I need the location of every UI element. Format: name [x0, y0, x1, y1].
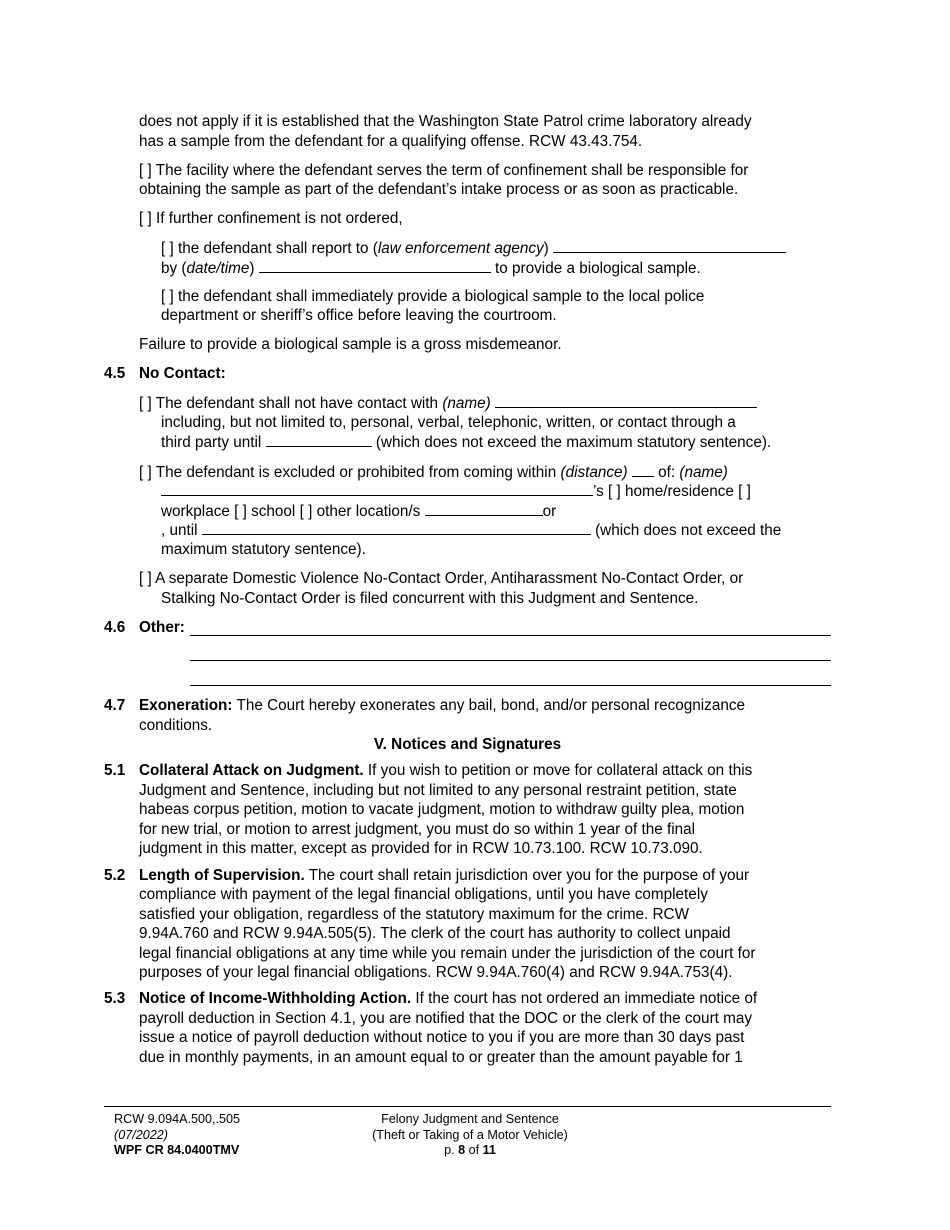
footer-page-of: of: [465, 1143, 483, 1157]
exclusion-pre: [ ] The defendant is excluded or prohibited from coming within: [139, 464, 561, 481]
footer-page-number: [320, 1143, 620, 1159]
no-contact-line1: [139, 393, 757, 414]
dna-report-agency: law enforcement agency: [377, 240, 544, 257]
other-line-1[interactable]: [190, 635, 831, 636]
dna-further-confinement: [ ] If further confinement is not ordered,: [139, 210, 403, 227]
dna-by-tail: to provide a biological sample.: [495, 260, 701, 277]
date-time-blank[interactable]: [259, 258, 491, 273]
exoneration-text: The Court hereby exonerates any bail, bond, and/or personal recognizance: [232, 697, 745, 714]
dna-failure-notice: Failure to provide a biological sample is a gross misdemeanor.: [139, 336, 562, 353]
dna-by-post: ): [249, 260, 255, 277]
no-contact-name-label: (name): [442, 395, 491, 412]
no-contact-pre: [ ] The defendant shall not have contact with: [139, 395, 443, 412]
exclusion-line4: [161, 520, 781, 541]
section-4-6-number: 4.6: [104, 619, 126, 636]
exclusion-line2: [161, 481, 751, 502]
contact-name-blank[interactable]: [495, 393, 757, 408]
collateral-title: Collateral Attack on Judgment.: [139, 762, 364, 779]
section-5-2-number: 5.2: [104, 867, 126, 884]
exclusion-locations: workplace [ ] school [ ] other location/s: [161, 503, 421, 520]
no-contact-line2: including, but not limited to, personal, verbal, telephonic, written, or contact through a: [161, 414, 736, 431]
no-contact-max: (which does not exceed the maximum statutory sentence).: [375, 434, 772, 451]
exclusion-distance-label: (distance): [560, 464, 628, 481]
exclusion-until: , until: [161, 522, 198, 539]
footer-date: (07/2022): [114, 1128, 168, 1142]
footer-page-total: 11: [482, 1143, 496, 1157]
section-5-3-number: 5.3: [104, 990, 126, 1007]
dna-immediate-line1: [ ] the defendant shall immediately provide a biological sample to the local police: [161, 288, 705, 305]
collateral-line3: habeas corpus petition, motion to vacate judgment, motion to withdraw guilty plea, motion: [139, 801, 745, 818]
dna-facility-line2: obtaining the sample as part of the defendant’s intake process or as soon as practicable.: [139, 181, 739, 198]
footer-title: Felony Judgment and Sentence: [381, 1112, 559, 1126]
collateral-text: If you wish to petition or move for collateral attack on this: [363, 762, 753, 779]
dna-report-post: ): [543, 240, 549, 257]
collateral-line4: for new trial, or motion to arrest judgment, you must do so within 1 year of the final: [139, 821, 696, 838]
dna-report-line: [161, 238, 786, 259]
other-line-2[interactable]: [190, 660, 831, 661]
income-withholding-line1: [139, 989, 757, 1009]
dna-immediate-line2: department or sheriff’s office before leaving the courtroom.: [161, 307, 557, 324]
footer-form-number: WPF CR 84.0400TMV: [114, 1143, 240, 1157]
supervision-title: Length of Supervision.: [139, 867, 305, 884]
supervision-line1: [139, 866, 749, 886]
until-date-blank[interactable]: [266, 432, 372, 447]
section-5-heading: V. Notices and Signatures: [373, 736, 562, 753]
exclusion-line3: [161, 501, 556, 522]
supervision-line6: purposes of your legal financial obligations. RCW 9.94A.760(4) and RCW 9.94A.753(4).: [139, 964, 733, 981]
supervision-text: The court shall retain jurisdiction over you for the purpose of your: [304, 867, 750, 884]
exclusion-max: (which does not exceed the: [595, 522, 782, 539]
income-withholding-line3: issue a notice of payroll deduction without notice to you if you are more than 30 days past: [139, 1029, 745, 1046]
supervision-line3: satisfied your obligation, regardless of the statutory maximum for the crime. RCW: [139, 906, 690, 923]
collateral-line1: [139, 761, 752, 781]
income-withholding-line4: due in monthly payments, in an amount equal to or greater than the amount payable for 1: [139, 1049, 743, 1066]
exclusion-name-blank[interactable]: [161, 481, 593, 496]
footer-divider: [104, 1106, 831, 1107]
no-contact-line3: [161, 432, 771, 453]
footer-page-prefix: p.: [444, 1143, 459, 1157]
dna-by-pre: by (: [161, 260, 187, 277]
section-4-5-title: No Contact:: [139, 365, 226, 382]
exclusion-line5: maximum statutory sentence).: [161, 541, 366, 558]
agency-blank[interactable]: [553, 238, 786, 253]
exclusion-name-label: (name): [679, 464, 728, 481]
dna-para1-line1: does not apply if it is established that the Washington State Patrol crime laboratory already: [139, 113, 752, 130]
collateral-line5: judgment in this matter, except as provided for in RCW 10.73.100. RCW 10.73.090.: [139, 840, 703, 857]
income-withholding-text: If the court has not ordered an immediate notice of: [411, 990, 758, 1007]
collateral-line2: Judgment and Sentence, including but not limited to any personal restraint petition, state: [139, 782, 737, 799]
section-4-6-title: Other:: [139, 619, 185, 636]
exclusion-line1: [139, 462, 728, 483]
dna-by-date: date/time: [186, 260, 250, 277]
distance-blank[interactable]: [632, 462, 654, 477]
income-withholding-title: Notice of Income-Withholding Action.: [139, 990, 412, 1007]
exclusion-or: or: [542, 503, 557, 520]
exoneration-title: Exoneration:: [139, 697, 233, 714]
separate-order-line2: Stalking No-Contact Order is filed concurrent with this Judgment and Sentence.: [161, 590, 699, 607]
supervision-line5: legal financial obligations at any time while you remain under the jurisdiction of the court for: [139, 945, 756, 962]
exclusion-until-blank[interactable]: [202, 520, 591, 535]
dna-facility-line1: [ ] The facility where the defendant serves the term of confinement shall be responsible for: [139, 162, 749, 179]
other-location-blank[interactable]: [425, 501, 543, 516]
dna-report-pre: [ ] the defendant shall report to (: [161, 240, 378, 257]
other-line-3[interactable]: [190, 685, 831, 686]
exoneration-line1: [139, 696, 745, 716]
footer-page-current: 8: [458, 1143, 466, 1157]
separate-order-line1: [ ] A separate Domestic Violence No-Contact Order, Antiharassment No-Contact Order, or: [139, 570, 744, 587]
section-4-7-number: 4.7: [104, 697, 126, 714]
supervision-line2: compliance with payment of the legal financial obligations, until you have completely: [139, 886, 708, 903]
exclusion-home: ’s [ ] home/residence [ ]: [593, 483, 751, 500]
exoneration-line2: conditions.: [139, 717, 213, 734]
section-5-1-number: 5.1: [104, 762, 126, 779]
supervision-line4: 9.94A.760 and RCW 9.94A.505(5). The clerk of the court has authority to collect unpaid: [139, 925, 731, 942]
dna-para1-line2: has a sample from the defendant for a qualifying offense. RCW 43.43.754.: [139, 133, 643, 150]
section-4-5-number: 4.5: [104, 365, 126, 382]
exclusion-of: of:: [658, 464, 680, 481]
footer-subtitle: (Theft or Taking of a Motor Vehicle): [372, 1128, 568, 1142]
no-contact-until: third party until: [161, 434, 262, 451]
income-withholding-line2: payroll deduction in Section 4.1, you are notified that the DOC or the clerk of the court may: [139, 1010, 753, 1027]
dna-by-line: [161, 258, 701, 279]
footer-rcw: RCW 9.094A.500,.505: [114, 1112, 241, 1126]
